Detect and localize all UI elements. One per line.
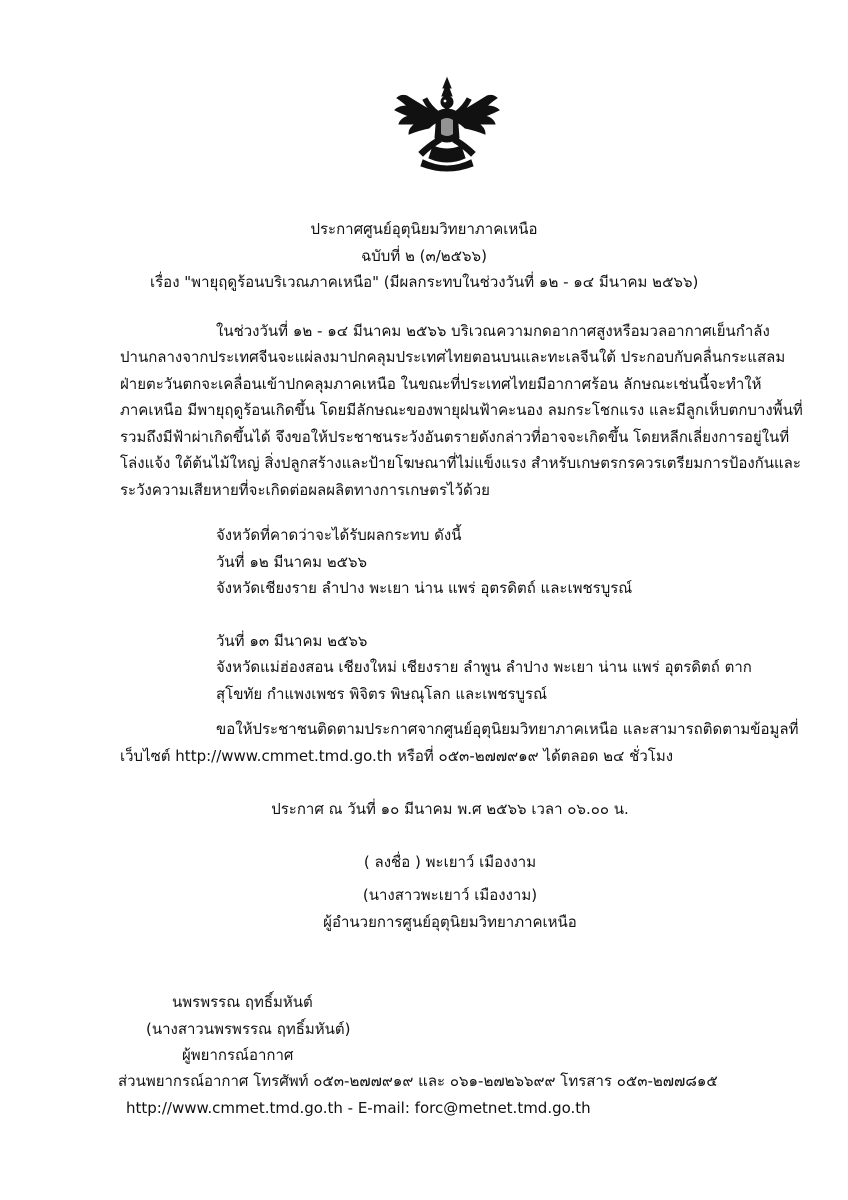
signature-signed: ( ลงชื่อ ) พะเยาว์ เมืองงาม: [363, 853, 537, 871]
paragraph-line: ระวังความเสียหายที่จะเกิดต่อผลผลิตทางการเกษตรไว้ด้วย: [120, 481, 490, 499]
signature-position: ผู้อำนวยการศูนย์อุตุนิยมวิทยาภาคเหนือ: [323, 913, 577, 931]
announcement-title: ประกาศศูนย์อุตุนิยมวิทยาภาคเหนือ: [310, 220, 538, 238]
forecaster-full-name: (นางสาวนพรพรรณ ฤทธิ์มหันต์): [146, 1020, 351, 1038]
day2-provinces: จังหวัดแม่ฮ่องสอน เชียงใหม่ เชียงราย ลำพูน ลำปาง พะเยา น่าน แพร่ อุตรดิตถ์ ตาก: [216, 658, 752, 676]
followup-text: ขอให้ประชาชนติดตามประกาศจากศูนย์อุตุนิยมวิทยาภาคเหนือ และสามารถติดตามข้อมูลที่: [216, 720, 799, 738]
affected-heading: จังหวัดที่คาดว่าจะได้รับผลกระทบ ดังนี้: [216, 526, 462, 544]
garuda-emblem-icon: [393, 76, 501, 174]
paragraph-line: ภาคเหนือ มีพายุฤดูร้อนเกิดขึ้น โดยมีลักษณะของพายุฝนฟ้าคะนอง ลมกระโชกแรง และมีลูกเห็บตกบางพื้นที่: [120, 401, 803, 419]
paragraph-line: ปานกลางจากประเทศจีนจะแผ่ลงมาปกคลุมประเทศไทยตอนบนและทะเลจีนใต้ ประกอบกับคลื่นกระแสลม: [120, 348, 786, 366]
subject-line: เรื่อง "พายุฤดูร้อนบริเวณภาคเหนือ" (มีผลกระทบในช่วงวันที่ ๑๒ - ๑๔ มีนาคม ๒๕๖๖): [150, 273, 699, 291]
announcement-date: ประกาศ ณ วันที่ ๑๐ มีนาคม พ.ศ ๒๕๖๖ เวลา ๐๖.๐๐ น.: [271, 800, 629, 818]
issue-number: ฉบับที่ ๒ (๓/๒๕๖๖): [361, 247, 487, 265]
day2-date: วันที่ ๑๓ มีนาคม ๒๕๖๖: [216, 632, 368, 650]
paragraph-line: รวมถึงมีฟ้าผ่าเกิดขึ้นได้ จึงขอให้ประชาชนระวังอันตรายดังกล่าวที่อาจจะเกิดขึ้น โดยหลีกเลี่ยงการอยู่ในที่: [120, 428, 790, 446]
paragraph-line: ฝ่ายตะวันตกจะเคลื่อนเข้าปกคลุมภาคเหนือ ในขณะที่ประเทศไทยมีอากาศร้อน ลักษณะเช่นนี้จะทำให้: [120, 375, 762, 393]
contact-web-email: http://www.cmmet.tmd.go.th - E-mail: forc@metnet.tmd.go.th: [126, 1099, 591, 1117]
day1-date: วันที่ ๑๒ มีนาคม ๒๕๖๖: [216, 553, 368, 571]
paragraph-line: โล่งแจ้ง ใต้ต้นไม้ใหญ่ สิ่งปลูกสร้างและป้ายโฆษณาที่ไม่แข็งแรง สำหรับเกษตรกรควรเตรียมการป้องกันและ: [120, 454, 801, 472]
day1-provinces: จังหวัดเชียงราย ลำปาง พะเยา น่าน แพร่ อุตรดิตถ์ และเพชรบูรณ์: [216, 579, 633, 597]
followup-text: เว็บไซต์ http://www.cmmet.tmd.go.th หรือที่ ๐๕๓-๒๗๗๙๑๙ ได้ตลอด ๒๔ ชั่วโมง: [120, 747, 674, 765]
signature-full-name: (นางสาวพะเยาว์ เมืองงาม): [362, 886, 538, 904]
paragraph-line: ในช่วงวันที่ ๑๒ - ๑๔ มีนาคม ๒๕๖๖ บริเวณความกดอากาศสูงหรือมวลอากาศเย็นกำลัง: [216, 322, 770, 340]
day2-provinces: สุโขทัย กำแพงเพชร พิจิตร พิษณุโลก และเพชรบูรณ์: [216, 685, 548, 703]
forecaster-name: นพรพรรณ ฤทธิ์มหันต์: [172, 993, 313, 1011]
forecaster-position: ผู้พยากรณ์อากาศ: [182, 1046, 294, 1064]
contact-phones: ส่วนพยากรณ์อากาศ โทรศัพท์ ๐๕๓-๒๗๗๙๑๙ และ ๐๖๑-๒๗๒๖๖๙๙ โทรสาร ๐๕๓-๒๗๗๘๑๕: [118, 1072, 718, 1090]
